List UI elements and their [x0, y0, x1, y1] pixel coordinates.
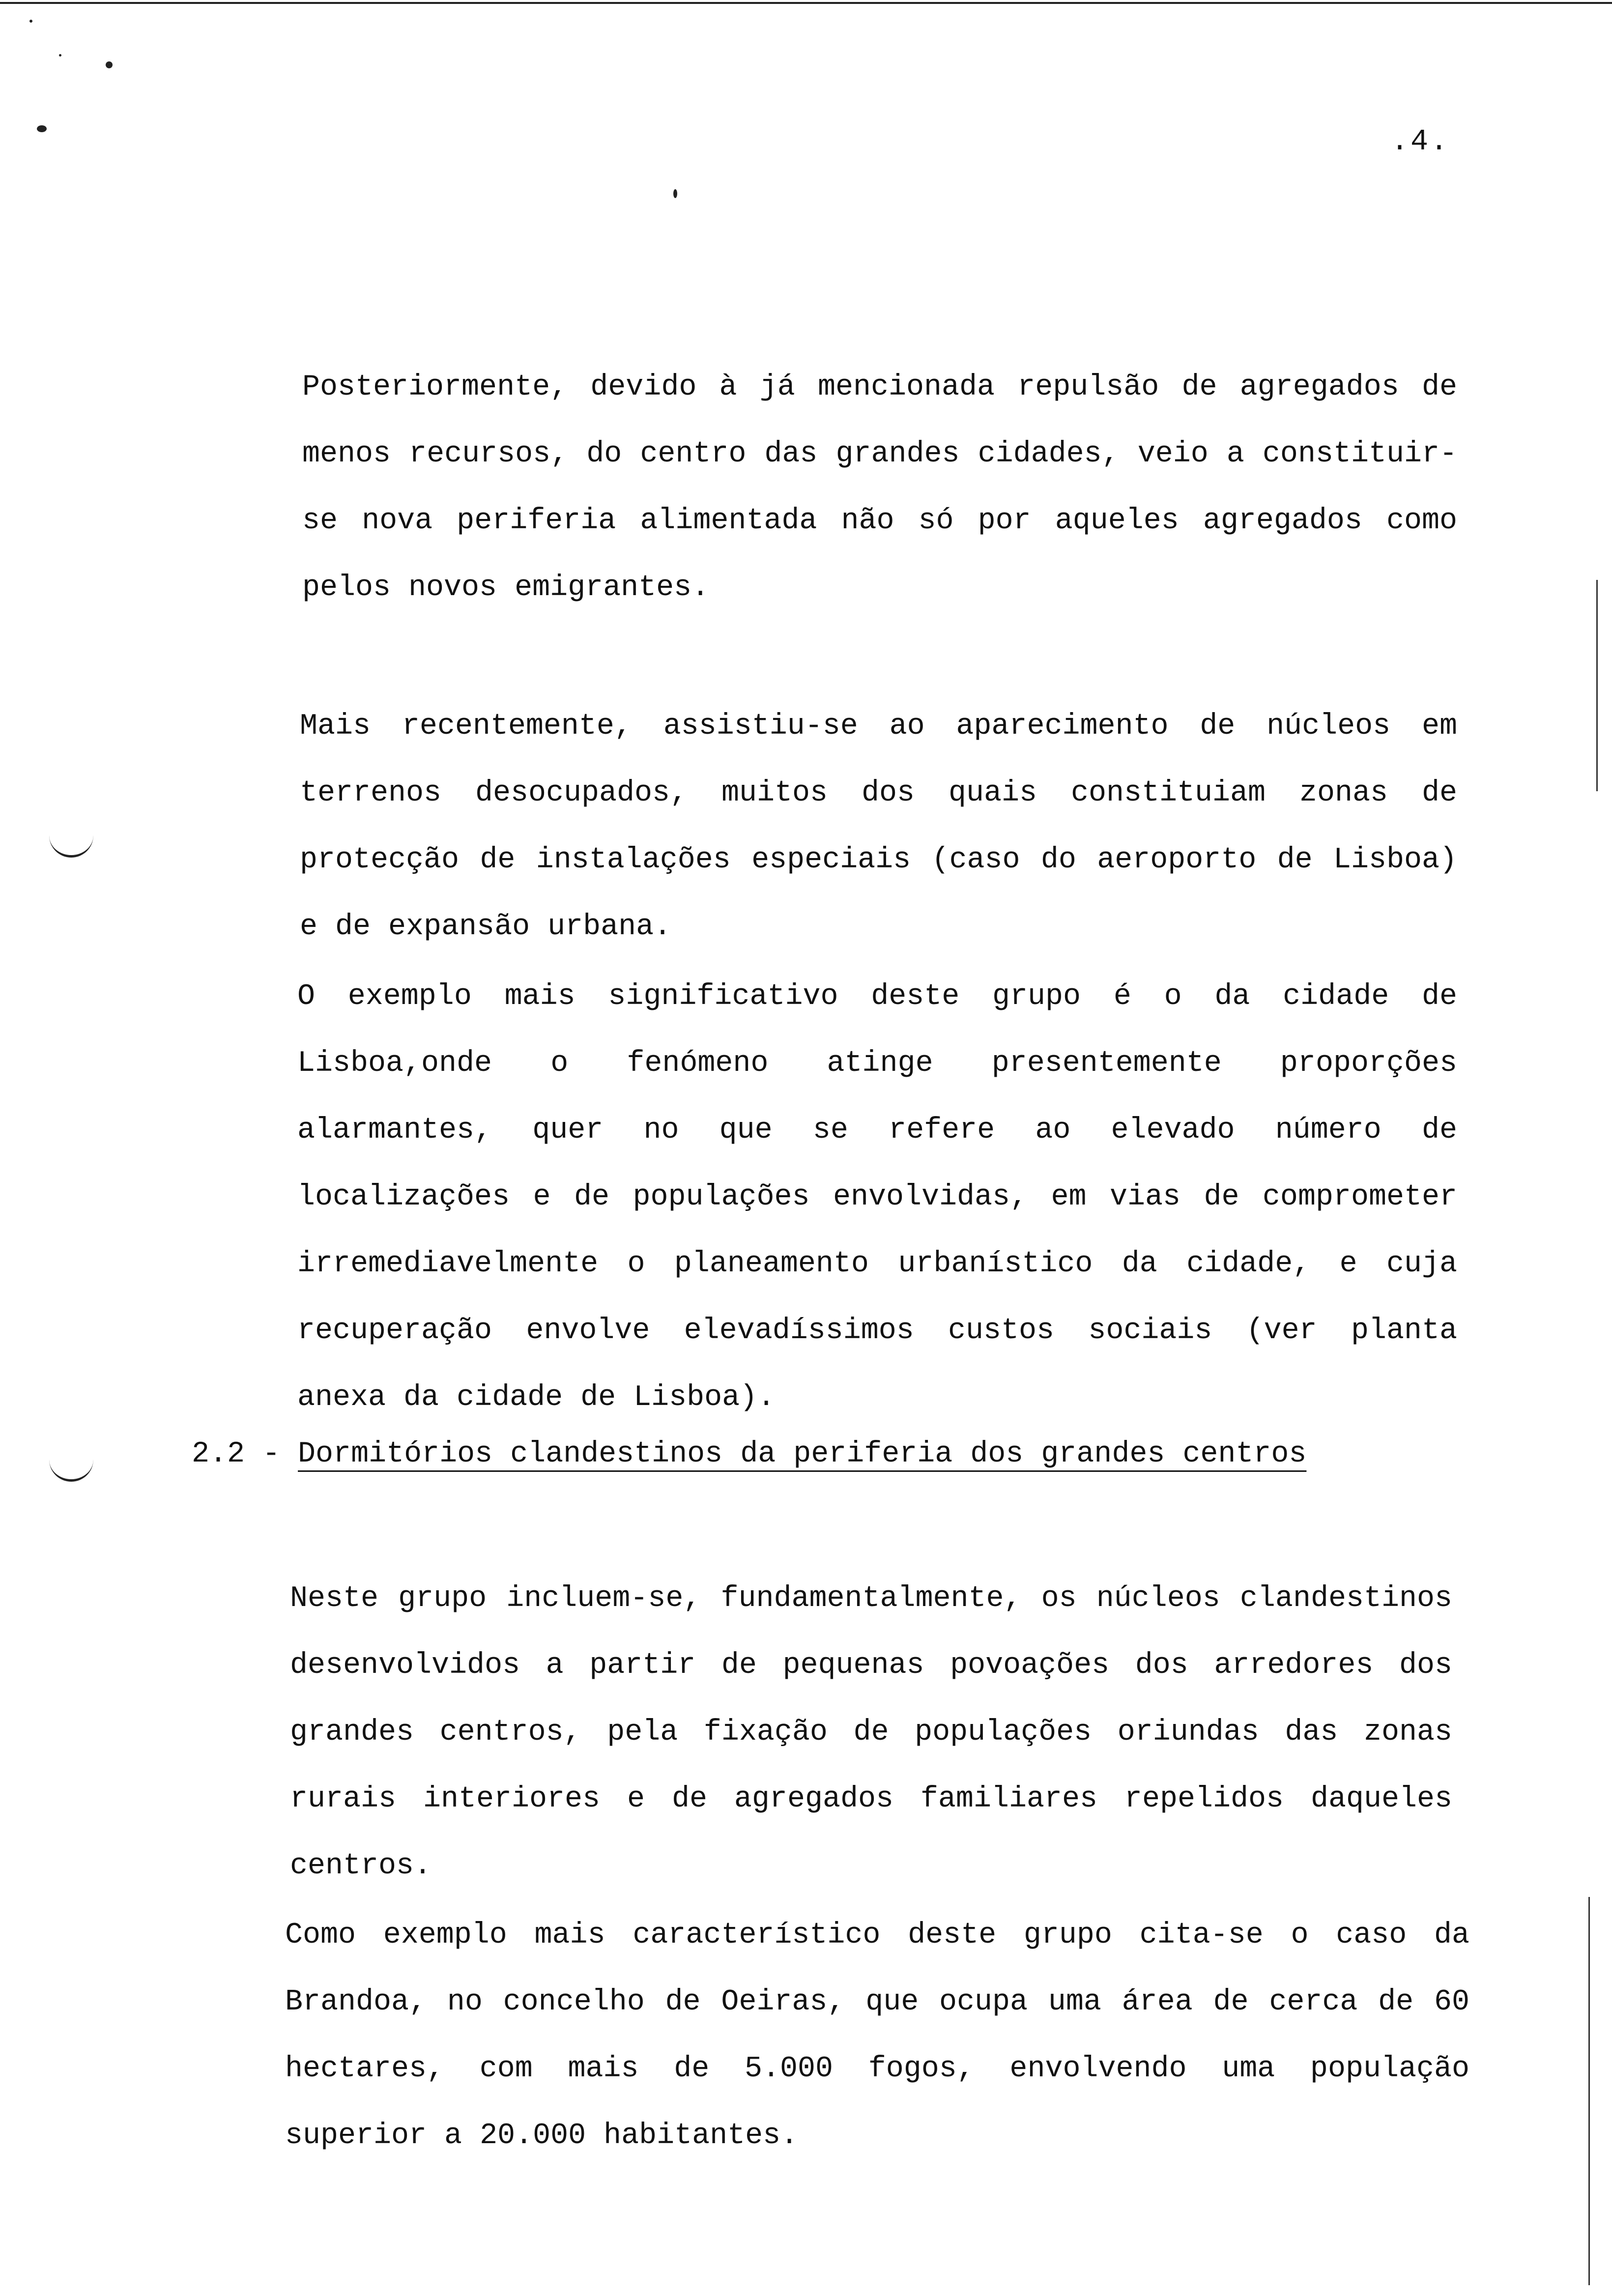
scan-speck: [59, 54, 61, 57]
section-number: 2.2 -: [192, 1437, 298, 1471]
scan-speck: [37, 125, 47, 132]
paragraph-recent-nuclei: Mais recentemente, assistiu-se ao aparecimento de núcleos em terrenos desocupados, muitos dos quais constituiam zonas de protecção de instalações especiais (caso do aeroporto de Lisboa) e de expansão urbana.: [300, 710, 1457, 944]
paragraph-lisbon-example: O exemplo mais significativo deste grupo é o da cidade de Lisboa,onde o fenómeno atinge presentemente proporções alarmantes, quer no que se refere ao elevado número de localizações e de populações envolvidas, em vias de comprometer irremediavelmente o planeamento urbanístico da cidade, e cuja recuperação envolve elevadíssimos custos sociais (ver planta anexa da cidade de Lisboa).: [297, 980, 1457, 1414]
scan-edge-line: [1588, 1897, 1590, 2285]
scan-speck: [106, 61, 113, 68]
paragraph-brandoa-example: Como exemplo mais característico deste grupo cita-se o caso da Brandoa, no concelho de Oeiras, que ocupa uma área de cerca de 60 hectares, com mais de 5.000 fogos, envolvendo uma população superior a 20.000 habitantes.: [285, 1919, 1469, 2152]
scan-speck: [29, 20, 32, 23]
section-title: Dormitórios clandestinos da periferia dos grandes centros: [298, 1437, 1307, 1471]
scan-speck: [673, 189, 677, 198]
margin-mark: [49, 1460, 93, 1482]
paragraph-periphery: Posteriormente, devido à já mencionada repulsão de agregados de menos recursos, do centro das grandes cidades, veio a constituir-se nova periferia alimentada não só por aqueles agregados como pelos novos emigrantes.: [302, 371, 1457, 604]
paragraph-group-definition: Neste grupo incluem-se, fundamentalmente, os núcleos clandestinos desenvolvidos a partir de pequenas povoações dos arredores dos grandes centros, pela fixação de populações oriundas das zonas rurais interiores e de agregados familiares repelidos daqueles centros.: [290, 1582, 1452, 1883]
page-number: .4.: [1390, 125, 1450, 159]
section-heading: [192, 1437, 1306, 1471]
top-border-rule: [0, 2, 1612, 4]
scan-edge-line: [1596, 580, 1598, 791]
margin-mark: [49, 835, 93, 858]
